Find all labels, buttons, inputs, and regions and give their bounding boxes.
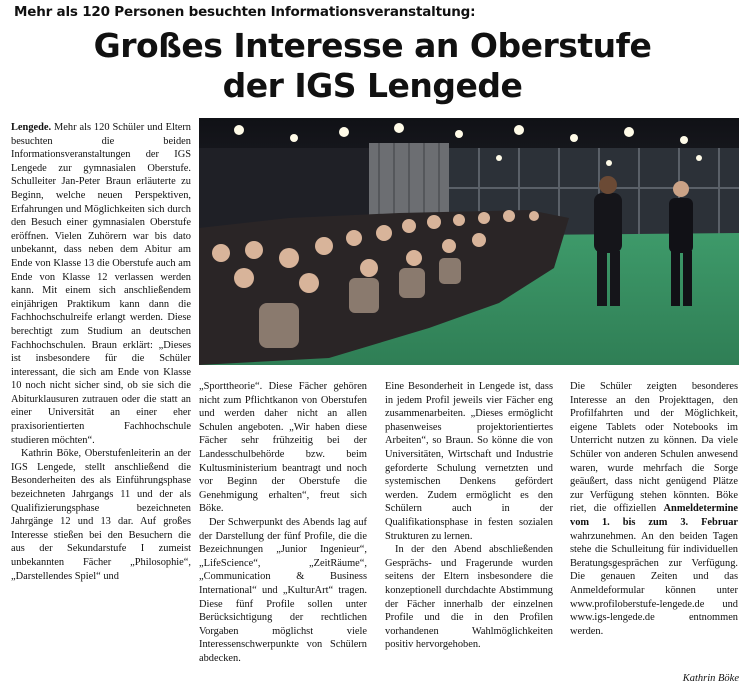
kicker: Mehr als 120 Personen besuchten Informationsveranstaltung: [14, 4, 476, 20]
dateline: Lengede. [11, 122, 52, 133]
paragraph-fragerunde: In der den Abend abschließenden Gesprächs- und Fragerunde wurden seitens der Eltern insbesondere die konzeptionell durchdachte Abstimmung der Fächer innerhalb der einzelnen Profile und die in den Profilen vorhandenen Wahlmöglichkeiten positiv hervorgehoben. [385, 544, 553, 651]
paragraph-sporttheorie: „Sporttheorie“. Diese Fächer gehören nicht zum Pflichtkanon von Oberstufen und werden daher nicht an allen Schulen angeboten. „Wir haben diese Fächer sehr frühzeitig bei der Landesschulbehörde bzw. beim Kultusministerium beantragt und noch vor Beginn der Oberstufe die Genehmigung erhalten“, freut sich Böke. [199, 381, 367, 515]
article-column-3 [385, 380, 553, 690]
paragraph-schwerpunkt: Der Schwerpunkt des Abends lag auf der Darstellung der fünf Profile, die die Bezeichnungen „Junior Ingenieur“, „LifeScience“, „ZeitRäume“, „Communication & Business International“ und „KulturArt“ tragen. Diese fünf Profile sollen unter Berücksichtigung der rechtlichen Vorgaben möglichst viele Interessenschwerpunkte von Schülern abdecken. [199, 516, 367, 664]
registration-dates: Anmeldetermine vom 1. bis zum 3. Februar [570, 503, 738, 528]
article-column-1 [11, 121, 191, 691]
paragraph-schueler-interesse [570, 380, 738, 638]
audience-photo-illustration [199, 118, 739, 365]
text-part-b: wahrzunehmen. An den beiden Tagen stehe die Schulleitung für individuellen Beratungsgesprächen zur Verfügung. Die genauen Zeiten und das Anmeldeformular können unter www.profiloberstufe-lengede.de und www.igs-lengede.de entnommen werden. [570, 530, 738, 637]
headline-line-2: der IGS Lengede [222, 66, 523, 105]
intro-text: Mehr als 120 Schüler und Eltern besuchten die beiden Informationsveranstaltungen der IGS Lengede zur gymnasialen Oberstufe. Schulleiter Jan-Peter Braun erläuterte zu Beginn, welche neuen Perspektiven, Erfahrungen und Möglichkeiten sich durch den Besuch einer gymnasialen Oberstufe eröffnen. Vielen Zuhörern war bis dato unbekannt, dass neben dem Abitur am Ende von Klasse 13 die Oberstufe auch am Ende von Klasse 12 verlassen werden kann. Mit einem sich anschließendem einjährigen Praktikum kann dann die Fachhochschulreife erlangt werden. Diese berechtigt zum Studium an deutschen Fachhochschulen. Braun erklärt: „Dieses ist insbesondere für die Schüler interessant, die sich am Ende von Klasse 10 noch nicht sicher sind, ob sie sich die Abiturklausuren zutrauen oder die statt an einer Universität an einer eher praxisorientierten Fachhochschule studieren möchten“. [11, 122, 191, 446]
headline [0, 26, 745, 106]
intro-paragraph [11, 121, 191, 447]
headline-line-1: Großes Interesse an Oberstufe [93, 26, 652, 65]
event-photo [199, 118, 739, 365]
paragraph-besonderheit: Eine Besonderheit in Lengede ist, dass in jedem Profil jeweils vier Fächer eng zusammenarbeiten. „Dieses ermöglicht phasenweises projektorientiertes Arbeiten“, so Braun. So könne die von Universitäten, Wirtschaft und Industrie geforderte Schulung vernetzten und systemischen Denkens gefördert werden. Zudem ermöglicht es den Schülern auch in der Qualifikationsphase in festen sozialen Strukturen zu lernen. [385, 381, 553, 542]
article-column-2 [199, 380, 367, 690]
article-column-4 [570, 380, 738, 672]
author-byline: Kathrin Böke [682, 673, 739, 684]
paragraph-boeke: Kathrin Böke, Oberstufenleiterin an der IGS Lengede, stellt anschließend die Besonderheiten des als Einführungsphase bezeichneten Jahrgangs 11 und der als Qualifizierungsphase bezeichneten Jahrgänge 12 und 13 dar. Auf großes Interesse stießen bei den Besuchern die aus der Sekundarstufe I zumeist unbekannten Fächer „Philosophie“, „Darstellendes Spiel“ und [11, 448, 191, 582]
text-part-a: Die Schüler zeigten besonderes Interesse an den Projekttagen, den Profilfahrten und der Möglichkeit, eigene Tablets oder Notebooks im Unterricht nutzen zu können. Da viele Schüler von anderen Schulen anwesend waren, wurde mehrfach die Sorge geäußert, dass nicht genügend Plätze zur Verfügung stehen könnten. Böke riet, die offiziellen [570, 381, 738, 515]
